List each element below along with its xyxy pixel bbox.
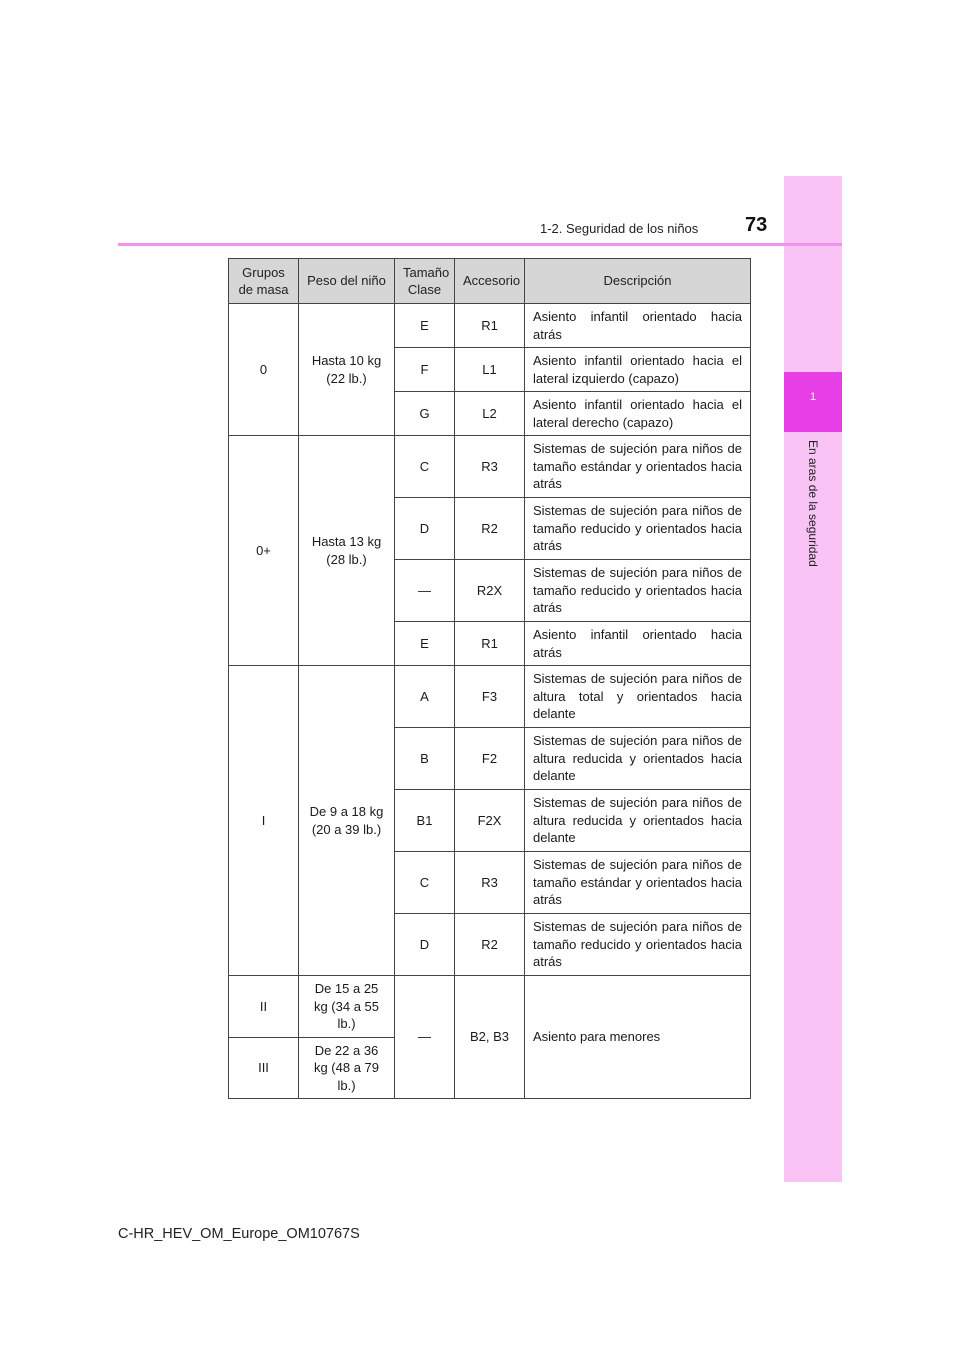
chapter-number: 1	[809, 391, 817, 403]
size-class-cell: B	[395, 728, 455, 790]
table-row	[229, 666, 751, 728]
fixture-cell: F3	[455, 666, 525, 728]
child-weight-cell: De 22 a 36 kg (48 a 79 lb.)	[299, 1037, 395, 1099]
fixture-cell: L1	[455, 348, 525, 392]
description-cell: Asiento para menores	[525, 976, 751, 1099]
header-fixture: Accesorio	[455, 259, 525, 304]
size-class-cell: C	[395, 436, 455, 498]
size-class-cell: G	[395, 392, 455, 436]
size-class-cell: —	[395, 560, 455, 622]
child-weight-cell: Hasta 10 kg (22 lb.)	[299, 304, 395, 436]
description-cell: Sistemas de sujeción para niños de altura reducida y orientados hacia delante	[525, 790, 751, 852]
header-size: Tamaño Clase	[395, 259, 455, 304]
fixture-cell: R1	[455, 622, 525, 666]
child-seat-table	[228, 258, 751, 1099]
description-cell: Sistemas de sujeción para niños de altura total y orientados hacia delante	[525, 666, 751, 728]
description-cell: Sistemas de sujeción para niños de tamaño reducido y orientados hacia atrás	[525, 914, 751, 976]
size-class-cell: F	[395, 348, 455, 392]
child-weight-cell: De 9 a 18 kg (20 a 39 lb.)	[299, 666, 395, 976]
child-weight-cell: De 15 a 25 kg (34 a 55 lb.)	[299, 976, 395, 1038]
size-class-cell: —	[395, 976, 455, 1099]
size-class-cell: D	[395, 498, 455, 560]
description-cell: Asiento infantil orientado hacia el lateral derecho (capazo)	[525, 392, 751, 436]
chapter-side-tab	[784, 176, 842, 1182]
header-weight: Peso del niño	[299, 259, 395, 304]
mass-group-cell: I	[229, 666, 299, 976]
page-number: 73	[745, 214, 768, 236]
size-class-cell: E	[395, 622, 455, 666]
fixture-cell: F2	[455, 728, 525, 790]
description-cell: Sistemas de sujeción para niños de tamaño reducido y orientados hacia atrás	[525, 498, 751, 560]
mass-group-cell: 0+	[229, 436, 299, 666]
child-weight-cell: Hasta 13 kg (28 lb.)	[299, 436, 395, 666]
header-description: Descripción	[525, 259, 751, 304]
fixture-cell: R1	[455, 304, 525, 348]
description-cell: Asiento infantil orientado hacia atrás	[525, 622, 751, 666]
size-class-cell: E	[395, 304, 455, 348]
fixture-cell: R2X	[455, 560, 525, 622]
fixture-cell: B2, B3	[455, 976, 525, 1099]
table-row	[229, 976, 751, 1038]
header-group: Grupos de masa	[229, 259, 299, 304]
description-cell: Asiento infantil orientado hacia atrás	[525, 304, 751, 348]
size-class-cell: D	[395, 914, 455, 976]
document-id: C-HR_HEV_OM_Europe_OM10767S	[118, 1226, 360, 1242]
size-class-cell: A	[395, 666, 455, 728]
fixture-cell: R2	[455, 498, 525, 560]
description-cell: Sistemas de sujeción para niños de tamaño reducido y orientados hacia atrás	[525, 560, 751, 622]
table-row	[229, 304, 751, 348]
table-row	[229, 436, 751, 498]
description-cell: Sistemas de sujeción para niños de altura reducida y orientados hacia delante	[525, 728, 751, 790]
size-class-cell: B1	[395, 790, 455, 852]
fixture-cell: R3	[455, 852, 525, 914]
size-class-cell: C	[395, 852, 455, 914]
mass-group-cell: III	[229, 1037, 299, 1099]
header-rule	[118, 243, 842, 246]
table-body	[229, 304, 751, 1099]
fixture-cell: R3	[455, 436, 525, 498]
table-header-row	[229, 259, 751, 304]
mass-group-cell: II	[229, 976, 299, 1038]
description-cell: Sistemas de sujeción para niños de tamaño estándar y orientados hacia atrás	[525, 852, 751, 914]
description-cell: Asiento infantil orientado hacia el lateral izquierdo (capazo)	[525, 348, 751, 392]
section-title: 1-2. Seguridad de los niños	[540, 221, 699, 236]
mass-group-cell: 0	[229, 304, 299, 436]
fixture-cell: F2X	[455, 790, 525, 852]
fixture-cell: R2	[455, 914, 525, 976]
chapter-label: En aras de la seguridad	[806, 440, 820, 567]
fixture-cell: L2	[455, 392, 525, 436]
description-cell: Sistemas de sujeción para niños de tamaño estándar y orientados hacia atrás	[525, 436, 751, 498]
